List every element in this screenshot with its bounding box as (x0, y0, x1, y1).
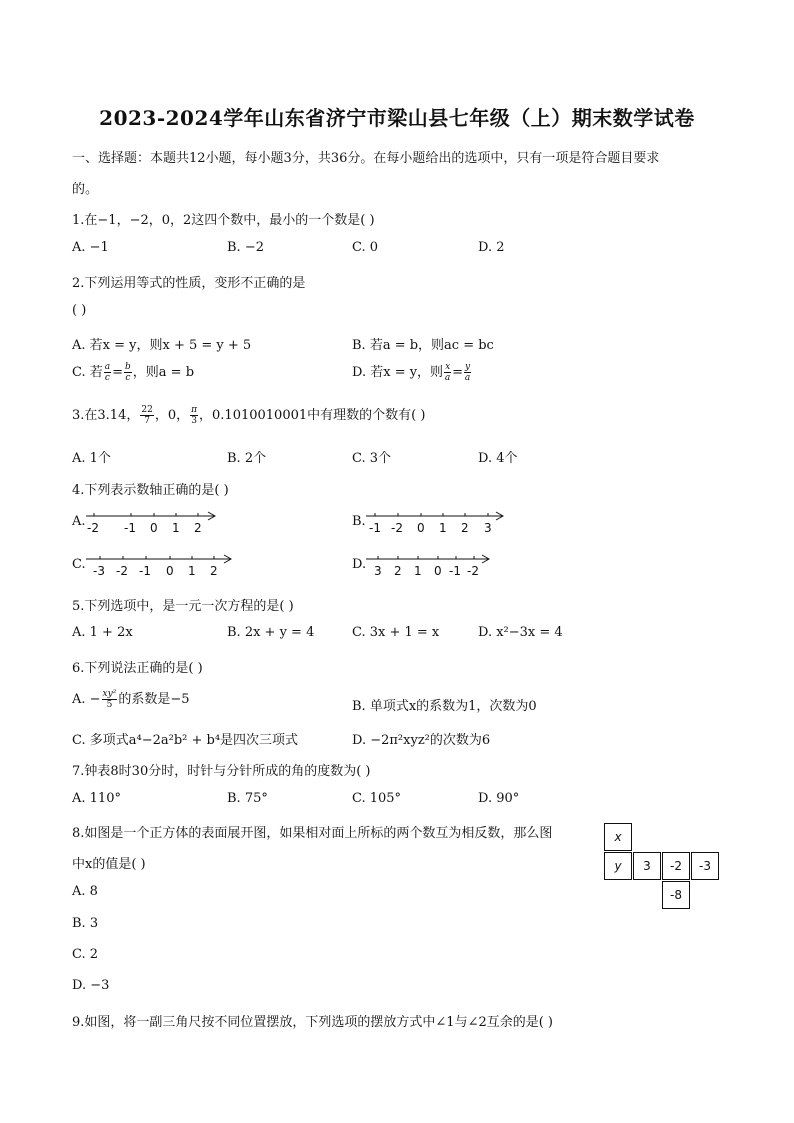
q1-option-b: B. −2 (227, 240, 264, 255)
tick-label: 3 (374, 564, 382, 578)
tick-label: -2 (116, 564, 128, 578)
q1-option-c: C. 0 (352, 240, 379, 255)
q8-option-c: C. 2 (72, 947, 99, 962)
q4-label-d: D. (352, 557, 367, 572)
tick-label: 0 (150, 521, 158, 535)
q7-option-a: A. 110° (72, 791, 121, 806)
tick-label: 1 (414, 564, 422, 578)
tick-label: 0 (434, 564, 442, 578)
question-8-stem-cont: 中x的值是( ) (72, 857, 146, 872)
q7-option-d: D. 90° (478, 791, 520, 806)
tick-label: -1 (139, 564, 151, 578)
q2-option-c: C. 若 $\frac{a}{c}$ = $\frac{b}{c}$ ，则a = b (72, 362, 195, 383)
q6-option-c: C. 多项式a⁴−2a²b² + b⁴是四次三项式 (72, 733, 299, 748)
question-9-stem: 9.如图，将一副三角尺按不同位置摆放，下列选项的摆放方式中∠1与∠2互余的是( ) (72, 1015, 554, 1030)
q8-option-b: B. 3 (72, 916, 99, 931)
q3-option-d: D. 4个 (478, 451, 518, 466)
net-face-x: x (604, 823, 632, 851)
tick-label: 1 (172, 521, 180, 535)
tick-label: -3 (93, 564, 105, 578)
number-line-b (364, 507, 509, 537)
q6-option-d: D. −2π²xyz²的次数为6 (352, 733, 491, 748)
tick-label: 2 (461, 521, 469, 535)
number-line-c (84, 550, 234, 580)
q4-label-c: C. (72, 557, 86, 572)
q5-option-d: D. x²−3x = 4 (478, 625, 563, 640)
question-8-stem: 8.如图是一个正方体的表面展开图，如果相对面上所标的两个数互为相反数，那么图 (72, 826, 553, 841)
q5-option-c: C. 3x + 1 = x (352, 625, 440, 640)
q5-option-b: B. 2x + y = 4 (227, 625, 315, 640)
q4-label-a: A. (72, 514, 86, 529)
tick-label: 0 (166, 564, 174, 578)
tick-label: 1 (188, 564, 196, 578)
question-2-paren: ( ) (72, 303, 87, 318)
q3-option-c: C. 3个 (352, 451, 392, 466)
q6-option-a: A. − $\frac{\text{xy²}}{5}$ 的系数是−5 (72, 689, 190, 710)
section-heading-cont: 的。 (72, 182, 99, 197)
tick-label: 2 (210, 564, 218, 578)
tick-label: -1 (449, 564, 461, 578)
tick-label: 0 (417, 521, 425, 535)
q1-option-a: A. −1 (72, 240, 109, 255)
tick-label: 2 (394, 564, 402, 578)
net-face-neg2: -2 (662, 852, 690, 880)
q7-option-b: B. 75° (227, 791, 268, 806)
page-title: 2023-2024学年山东省济宁市梁山县七年级（上）期末数学试卷 (99, 106, 695, 130)
tick-label: 2 (194, 521, 202, 535)
q8-option-a: A. 8 (72, 884, 98, 899)
tick-label: -2 (391, 521, 403, 535)
q2-option-d: D. 若x = y，则 $\frac{x}{a}$ = $\frac{y}{a}$ (352, 362, 471, 383)
tick-label: 3 (484, 521, 492, 535)
question-3-stem: 3.在3.14， $\frac{22}{7}$ ，0， $\frac{\pi}{3}$ ，0.1010010001中有理数的个数有( ) (72, 405, 426, 426)
net-face-3: 3 (633, 852, 661, 880)
q4-label-b: B. (352, 514, 366, 529)
q7-option-c: C. 105° (352, 791, 402, 806)
q5-option-a: A. 1 + 2x (72, 625, 133, 640)
question-6-stem: 6.下列说法正确的是( ) (72, 661, 203, 676)
q2-option-b: B. 若a = b，则ac = bc (352, 338, 494, 353)
q3-option-a: A. 1个 (72, 451, 111, 466)
tick-label: -2 (87, 521, 99, 535)
number-line-a (84, 507, 224, 537)
tick-label: 1 (439, 521, 447, 535)
tick-label: -1 (124, 521, 136, 535)
q8-option-d: D. −3 (72, 978, 110, 993)
question-7-stem: 7.钟表8时30分时，时针与分针所成的角的度数为( ) (72, 764, 371, 779)
net-face-neg8: -8 (662, 881, 690, 909)
question-4-stem: 4.下列表示数轴正确的是( ) (72, 483, 229, 498)
q2-option-a: A. 若x = y，则x + 5 = y + 5 (72, 338, 252, 353)
tick-label: -2 (467, 564, 479, 578)
net-face-y: y (604, 852, 632, 880)
q1-option-d: D. 2 (478, 240, 505, 255)
number-line-d (364, 550, 494, 580)
q6-option-b: B. 单项式x的系数为1，次数为0 (352, 699, 537, 714)
question-1-stem: 1.在−1，−2，0，2这四个数中，最小的一个数是( ) (72, 213, 375, 228)
tick-label: -1 (369, 521, 381, 535)
question-2-stem: 2.下列运用等式的性质，变形不正确的是 (72, 276, 306, 291)
section-heading: 一、选择题：本题共12小题，每小题3分，共36分。在每小题给出的选项中，只有一项是符合题目要求 (72, 151, 660, 166)
net-face-neg3: -3 (691, 852, 719, 880)
question-5-stem: 5.下列选项中，是一元一次方程的是( ) (72, 599, 294, 614)
q3-option-b: B. 2个 (227, 451, 267, 466)
